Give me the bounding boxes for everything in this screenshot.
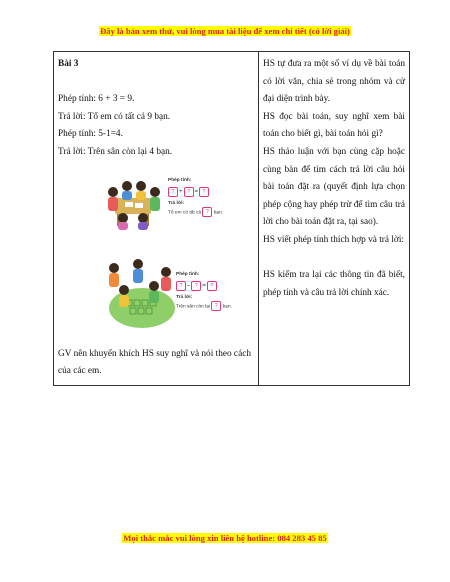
answer-box: ? xyxy=(211,301,221,311)
calc-label: Phép tính: xyxy=(176,271,200,277)
calc-line-1: Phép tính: 6 + 3 = 9. xyxy=(58,94,135,105)
lesson-table xyxy=(53,51,410,386)
preview-notice: Đây là bản xem thử, vui lòng mua tài liệu để xem chi tiết (có lời giải) xyxy=(100,26,350,36)
answer-box: ? xyxy=(176,281,186,291)
answer-box: ? xyxy=(199,187,209,197)
activity-paragraph: HS tự đưa ra một số ví dụ về bài toán có lời văn, chia sẻ trong nhóm và cử đại diện trình bày. xyxy=(263,59,405,105)
answer-text: Tổ em có tất cả xyxy=(168,209,202,215)
illustration-2-text xyxy=(176,272,261,311)
right-column xyxy=(259,52,410,386)
answer-box: ? xyxy=(207,281,217,291)
calc-label: Phép tính: xyxy=(168,177,192,183)
exercise-title: Bài 3 xyxy=(58,59,79,69)
answer-text-end: bạn. xyxy=(213,209,224,215)
exercise-illustration xyxy=(58,164,254,340)
teacher-note: GV nên khuyến khích HS suy nghĩ và nói theo cách của các em. xyxy=(58,348,251,377)
children-at-table-image xyxy=(103,170,163,230)
answer-label: Trả lời: xyxy=(168,200,185,206)
activity-paragraph: HS đọc bài toán, suy nghĩ xem bài toán cho biết gì, bài toán hỏi gì? xyxy=(263,111,405,140)
activity-paragraph: HS kiểm tra lại các thông tin đã biết, phép tính và câu trả lời chính xác. xyxy=(263,270,405,298)
minus-sign: – xyxy=(187,282,191,289)
answer-box: ? xyxy=(202,207,212,217)
answer-text: Trên sân còn lại xyxy=(176,303,210,309)
answer-text-end: bạn. xyxy=(222,303,232,309)
answer-box: ? xyxy=(191,281,201,291)
answer-line-1: Trả lời: Tổ em có tất cả 9 bạn. xyxy=(58,111,171,122)
calc-line-2: Phép tính: 5-1=4. xyxy=(58,129,123,140)
children-on-playground-image xyxy=(104,256,176,334)
equals-sign: = xyxy=(202,282,206,289)
equals-sign: = xyxy=(194,188,199,195)
left-column xyxy=(54,52,259,386)
activity-paragraph: HS thảo luận với bạn cùng cặp hoặc cùng bàn để tìm cách trả lời câu hỏi bài toán đặt ra (quyết định lựa chọn phép cộng hay phép trừ để tìm câu trả lời cho bài toán đặt ra, tại sao). xyxy=(263,146,405,228)
illustration-1-text xyxy=(168,178,258,217)
activity-paragraph: HS viết phép tính thích hợp và trả lời: xyxy=(263,234,405,245)
plus-sign: + xyxy=(179,188,183,195)
answer-line-2: Trả lời: Trên sân còn lại 4 bạn. xyxy=(58,146,173,157)
answer-box: ? xyxy=(168,187,178,197)
hotline-notice: Mọi thắc mắc vui lòng xin liên hệ hotline: 084 283 45 85 xyxy=(123,533,327,543)
table-row xyxy=(54,52,410,386)
answer-label: Trả lời: xyxy=(176,294,193,300)
answer-box: ? xyxy=(184,187,194,197)
